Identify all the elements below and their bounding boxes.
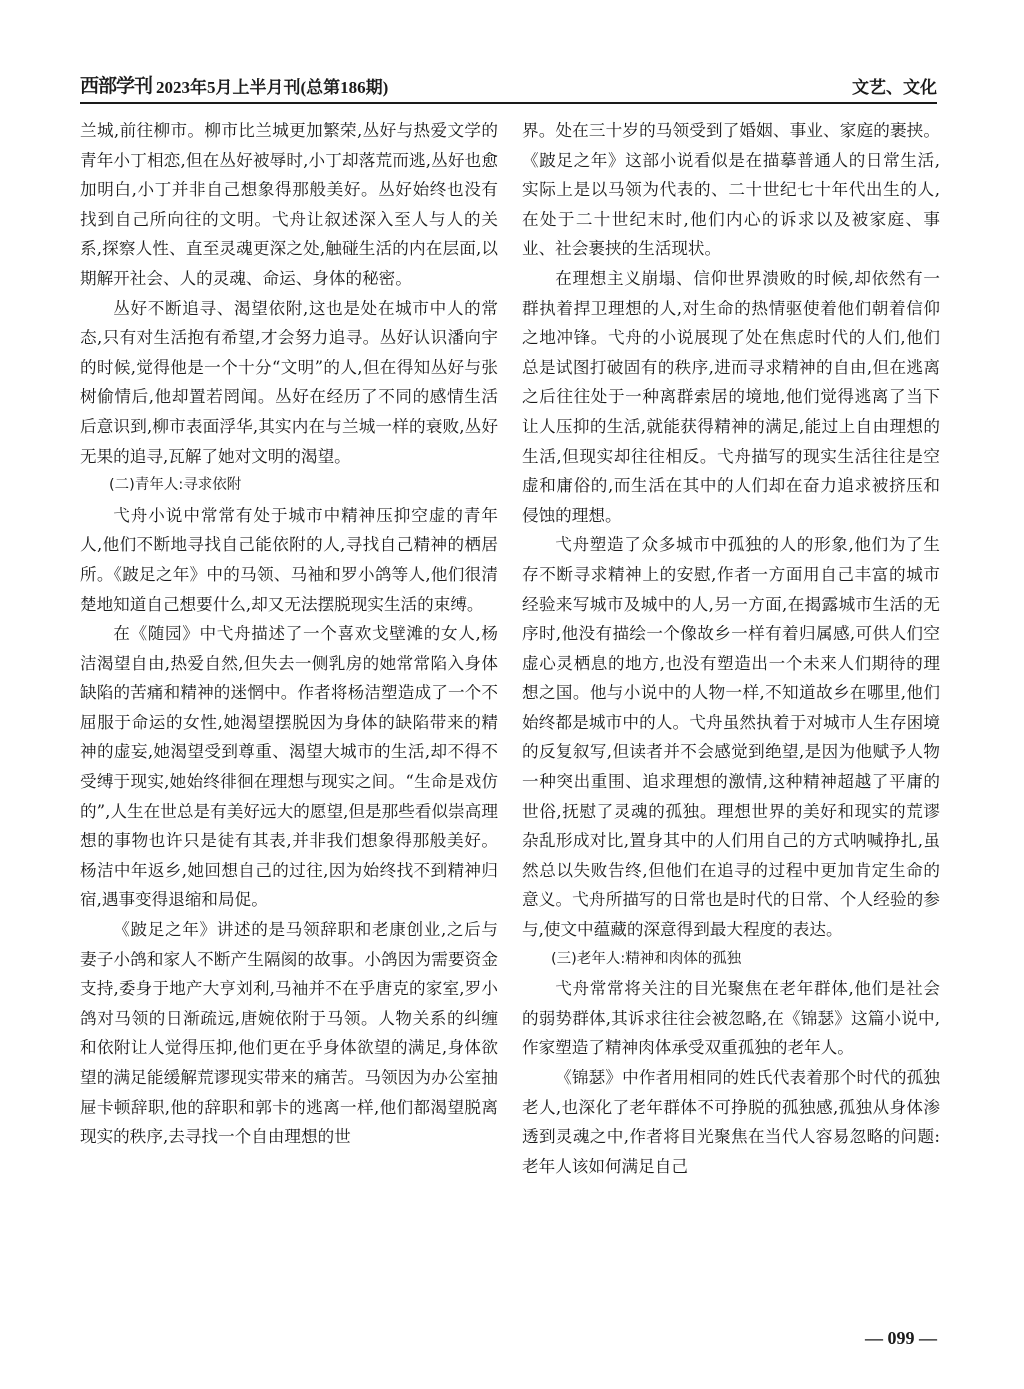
paragraph: 《锦瑟》中作者用相同的姓氏代表着那个时代的孤独老人,也深化了老年群体不可挣脱的孤独感,孤独从身体渗透到灵魂之中,作者将目光聚焦在当代人容易忽略的问题:老年人该如何满足自己: [522, 1068, 940, 1176]
paragraph: 《跛足之年》讲述的是马领辞职和老康创业,之后与妻子小鸽和家人不断产生隔阂的故事。小鸽因为需要资金支持,委身于地产大亨刘利,马袖并不在乎唐克的家室,罗小鸽对马领的日渐疏远,唐婉依附于马领。人物关系的纠缠和依附让人觉得压抑,他们更在乎身体欲望的满足,身体欲望的满足能缓解荒谬现实带来的痛苦。马领因为办公室抽屉卡顿辞职,他的辞职和郭卡的逃离一样,他们都渴望脱离现实的秩序,去寻找一个自由理想的世: [80, 920, 498, 1147]
journal-logo: 西部学刊: [80, 75, 153, 97]
page-number: — 099 —: [865, 1328, 937, 1348]
page-header: [80, 70, 937, 104]
header-left: [80, 71, 388, 98]
right-column: [522, 116, 940, 1316]
subheading: (三)老年人:精神和肉体的孤独: [551, 950, 742, 967]
issue-info: 2023年5月上半月刊(总第186期): [156, 78, 389, 97]
section-label: 文艺、文化: [852, 78, 937, 98]
paragraph: 弋舟小说中常常有处于城市中精神压抑空虚的青年人,他们不断地寻找自己能依附的人,寻找自己精神的栖居所。《跛足之年》中的马领、马袖和罗小鸽等人,他们很清楚地知道自己想要什么,却又无法摆脱现实生活的束缚。: [80, 505, 498, 614]
paragraph: 兰城,前往柳市。柳市比兰城更加繁荣,丛好与热爱文学的青年小丁相恋,但在丛好被辱时,小丁却落荒而逃,丛好也愈加明白,小丁并非自己想象得那般美好。丛好始终也没有找到自己所向往的文明。弋舟让叙述深入至人与人的关系,探察人性、直至灵魂更深之处,触碰生活的内在层面,以期解开社会、人的灵魂、命运、身体的秘密。: [80, 121, 498, 288]
paragraph: 界。处在三十岁的马领受到了婚姻、事业、家庭的裹挟。《跛足之年》这部小说看似是在描摹普通人的日常生活,实际上是以马领为代表的、二十世纪七十年代出生的人,在处于二十世纪末时,他们内心的诉求以及被家庭、事业、社会裹挟的生活现状。: [522, 121, 940, 259]
paragraph: 在理想主义崩塌、信仰世界溃败的时候,却依然有一群执着捍卫理想的人,对生命的热情驱使着他们朝着信仰之地冲锋。弋舟的小说展现了处在焦虑时代的人们,他们总是试图打破固有的秩序,进而寻求精神的自由,但在逃离之后往往处于一种离群索居的境地,他们觉得逃离了当下让人压抑的生活,就能获得精神的满足,能过上自由理想的生活,但现实却往往相反。弋舟描写的现实生活往往是空虚和庸俗的,而生活在其中的人们却在奋力追求被挤压和侵蚀的理想。: [522, 268, 940, 525]
paragraph: 弋舟常常将关注的目光聚焦在老年群体,他们是社会的弱势群体,其诉求往往会被忽略,在《锦瑟》这篇小说中,作家塑造了精神肉体承受双重孤独的老年人。: [522, 979, 940, 1058]
paragraph: 丛好不断追寻、渴望依附,这也是处在城市中人的常态,只有对生活抱有希望,才会努力追寻。丛好认识潘向宇的时候,觉得他是一个十分“文明”的人,但在得知丛好与张树偷情后,他却置若罔闻。丛好在经历了不同的感情生活后意识到,柳市表面浮华,其实内在与兰城一样的衰败,丛好无果的追寻,瓦解了她对文明的渴望。: [80, 298, 498, 466]
subheading: (二)青年人:寻求依附: [109, 477, 242, 494]
paragraph: 在《随园》中弋舟描述了一个喜欢戈壁滩的女人,杨洁渴望自由,热爱自然,但失去一侧乳房的她常常陷入身体缺陷的苦痛和精神的迷惘中。作者将杨洁塑造成了一个不屈服于命运的女性,她渴望摆脱因为身体的缺陷带来的精神的虚妄,她渴望受到尊重、渴望大城市的生活,却不得不受缚于现实,她始终徘徊在理想与现实之间。“生命是戏仿的”,人生在世总是有美好远大的愿望,但是那些看似崇高理想的事物也许只是徒有其表,并非我们想象得那般美好。杨洁中年返乡,她回想自己的过往,因为始终找不到精神归宿,遇事变得退缩和局促。: [80, 624, 498, 910]
paragraph: 弋舟塑造了众多城市中孤独的人的形象,他们为了生存不断寻求精神上的安慰,作者一方面用自己丰富的城市经验来写城市及城中的人,另一方面,在揭露城市生活的无序时,他没有描绘一个像故乡一样有着归属感,可供人们空虚心灵栖息的地方,也没有塑造出一个未来人们期待的理想之国。他与小说中的人物一样,不知道故乡在哪里,他们始终都是城市中的人。弋舟虽然执着于对城市人生存困境的反复叙写,但读者并不会感觉到绝望,是因为他赋予人物一种突出重围、追求理想的激情,这种精神超越了平庸的世俗,抚慰了灵魂的孤独。理想世界的美好和现实的荒谬杂乱形成对比,置身其中的人们用自己的方式呐喊挣扎,虽然总以失败告终,但他们在追寻的过程中更加肯定生命的意义。弋舟所描写的日常也是时代的日常、个人经验的参与,使文中蕴藏的深意得到最大程度的表达。: [522, 535, 940, 940]
left-column: [80, 116, 498, 1316]
